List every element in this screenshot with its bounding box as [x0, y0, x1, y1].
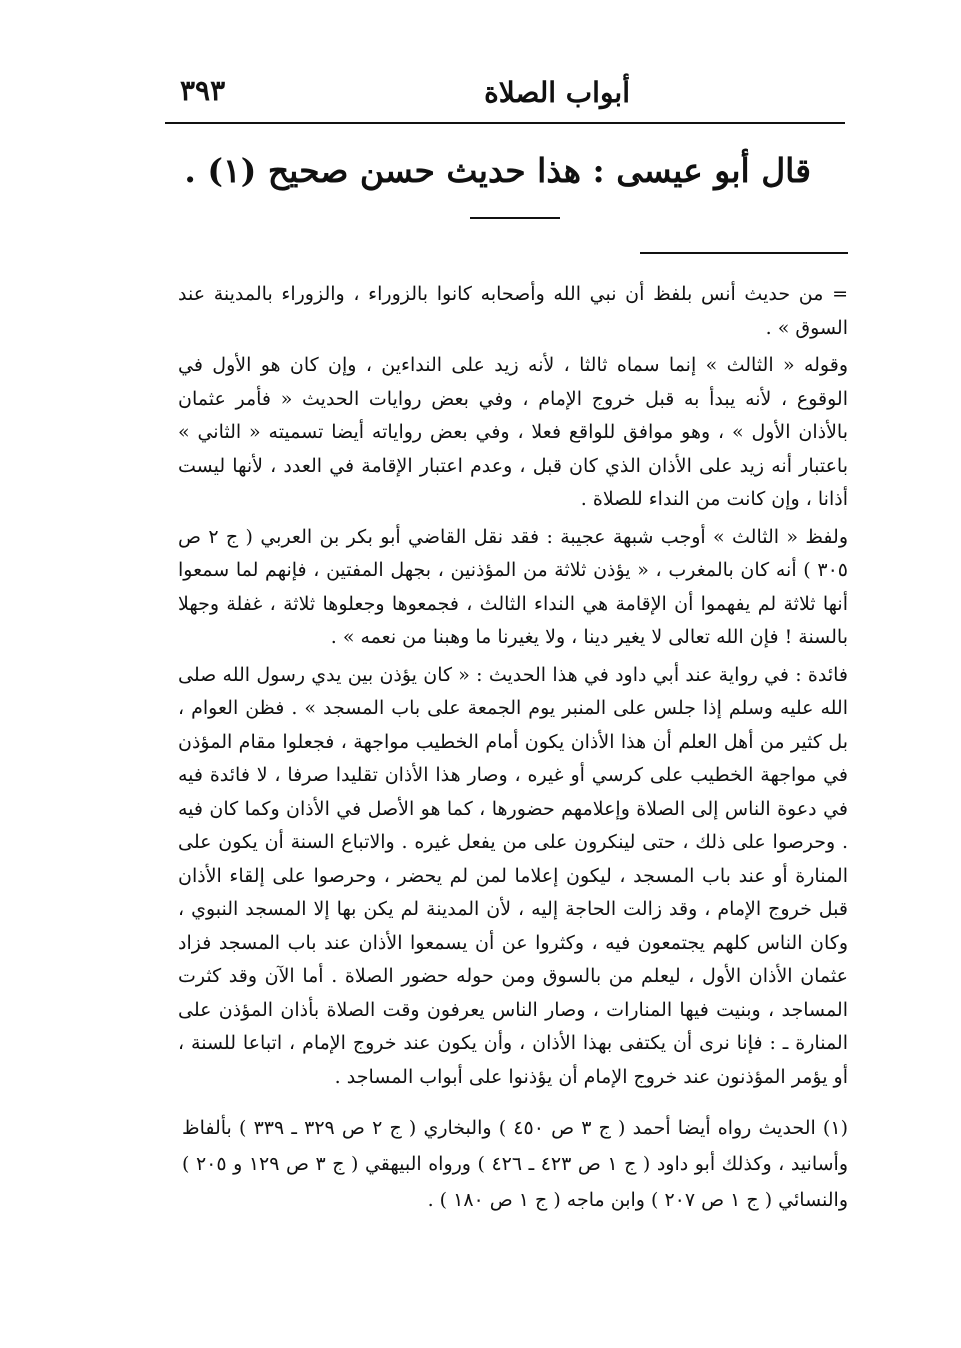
separator-short-rule	[470, 217, 560, 219]
page-header	[180, 66, 830, 116]
page-number: ٣٩٣	[180, 74, 226, 107]
commentary-paragraph: ولفظ « الثالث » أوجب شبهة عجيبة : فقد نقل القاضي أبو بكر بن العربي ( ج ٢ ص ٣٠٥ ) أنه كان بالمغرب ، « يؤذن ثلاثة من المؤذنين ، بجهل المفتين ، فإنهم لما سمعوا أنها ثلاثة لم يفهموا أن الإقامة هي النداء الثالث ، فجمعوها وجعلوها ثلاثة ، غفلة وجهلا بالسنة ! فإن الله تعالى لا يغير دينا ، ولا يغيرنا ما وهبنا من نعمه » .	[178, 525, 848, 648]
commentary-paragraph: وقوله « الثالث » إنما سماه ثالثا ، لأنه زيد على النداءين ، وإن كان هو الأول في الوقوع ، لأنه يبدأ به قبل خروج الإمام ، وفي بعض روايات الحديث « فأمر عثمان بالأذان الأول » ، وهو موافق للواقع فعلا ، وفي بعض رواياته أيضا تسميته « الثاني » باعتبار أنه زيد على الأذان الذي كان قبل ، وعدم اعتبار الإقامة في العدد ، لأنها ليست أذانا ، وإن كانت من النداء للصلاة .	[178, 354, 848, 510]
commentary-paragraph: فائدة : في رواية عند أبي داود في هذا الحديث : « كان يؤذن بين يدي رسول الله صلى الله عليه وسلم إذا جلس على المنبر يوم الجمعة على باب المسجد » . فظن العوام ، بل كثير من أهل العلم أن هذا الأذان يكون أمام الخطيب مواجهة ، فجعلوا مقام المؤذن في مواجهة الخطيب على كرسي أو غيره ، وصار هذا الأذان تقليدا صرفا ، لا فائدة فيه في دعوة الناس إلى الصلاة وإعلامهم حضورها ، كما هو الأصل في الأذان وكما كان فيه . وحرصوا على ذلك ، حتى لينكرون على من يفعل غيره . والاتباع السنة أن يكون على المنارة أو عند باب المسجد ، ليكون إعلاما لمن لم يحضر ، وحرصوا على إلقاء الأذان قبل خروج الإمام ، وقد زالت الحاجة إليه ، لأن المدينة لم يكن بها إلا المسجد النبوي ، وكان الناس كلهم يجتمعون فيه ، وكثروا عن أن يسمعوا الأذان عند باب المسجد فزاد عثمان الأذان الأول ، ليعلم من بالسوق ومن حوله حضور الصلاة . أما الآن وقد كثرت المساجد ، وبنيت فيها المنارات ، وصار الناس يعرفون وقت الصلاة بأذان المؤذن على المنارة ـ : فإنا نرى أن يكتفى بهذا الأذان ، وأن يكون عند خروج الإمام ، اتباعا للسنة ، أو يؤمر المؤذنون عند خروج الإمام أن يؤذنوا على أبواب المساجد .	[178, 663, 848, 1088]
hadith-verdict-line: قال أبو عيسى : هذا حديث حسن صحيح (١) .	[184, 151, 811, 190]
header-rule	[165, 122, 845, 124]
footnote-block	[182, 1110, 848, 1218]
footnote-text: (١) الحديث رواه أيضا أحمد ( ج ٣ ص ٤٥٠ ) والبخاري ( ج ٢ ص ٣٢٩ ـ ٣٣٩ ) بألفاظ وأسانيد ، وكذلك أبو داود ( ج ١ ص ٤٢٣ ـ ٤٢٦ ) ورواه البيهقي ( ج ٣ ص ١٢٩ و ٢٠٥ ) والنسائي ( ج ١ ص ٢٠٧ ) وابن ماجه ( ج ١ ص ١٨٠ ) .	[182, 1117, 848, 1211]
commentary-divider-rule	[640, 252, 848, 254]
running-title: أبواب الصلاة	[484, 76, 630, 109]
commentary-paragraph: = من حديث أنس بلفظ أن نبي الله وأصحابه كانوا بالزوراء ، والزوراء بالمدينة عند السوق » .	[178, 283, 848, 339]
commentary-block	[178, 278, 848, 1094]
